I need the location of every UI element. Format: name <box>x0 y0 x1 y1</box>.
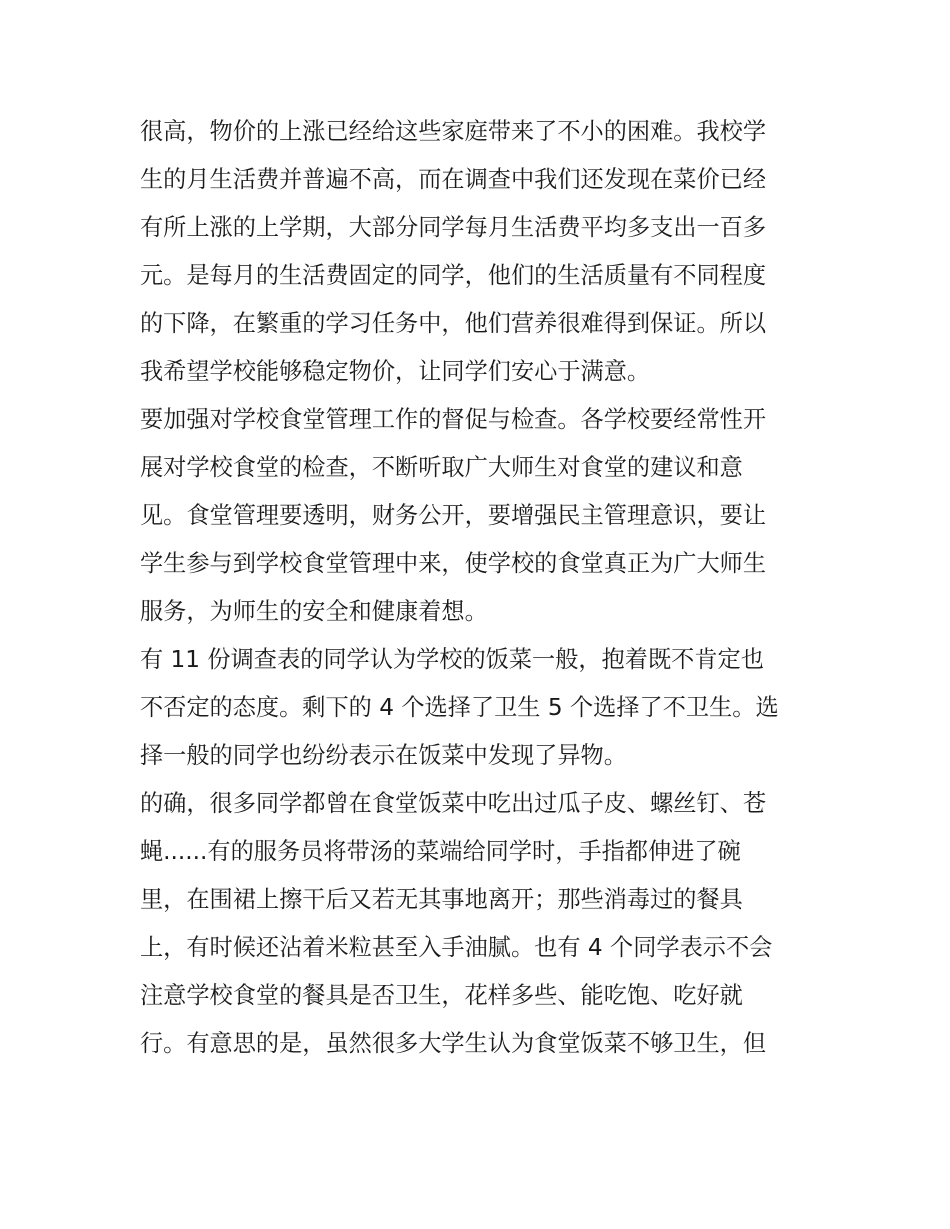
text-line: 学生参与到学校食堂管理中来，使学校的食堂真正为广大师生 <box>140 550 767 577</box>
text-line: 服务，为师生的安全和健康着想。 <box>140 598 488 625</box>
text-line: 有所上涨的上学期，大部分同学每月生活费平均多支出一百多 <box>140 214 767 241</box>
text-line: 很高，物价的上涨已经给这些家庭带来了不小的困难。我校学 <box>140 118 767 145</box>
text-line: 生的月生活费并普遍不高，而在调查中我们还发现在菜价已经 <box>140 166 767 193</box>
text-line: 有 11 份调查表的同学认为学校的饭菜一般，抱着既不肯定也 <box>140 646 764 673</box>
document-body <box>140 108 820 1068</box>
text-line: 元。是每月的生活费固定的同学，他们的生活质量有不同程度 <box>140 262 767 289</box>
text-line: 蝇......有的服务员将带汤的菜端给同学时，手指都伸进了碗 <box>140 838 741 865</box>
text-line: 行。有意思的是，虽然很多大学生认为食堂饭菜不够卫生，但 <box>140 1030 767 1057</box>
text-line: 见。食堂管理要透明，财务公开，要增强民主管理意识，要让 <box>140 502 767 529</box>
text-line: 展对学校食堂的检查，不断听取广大师生对食堂的建议和意 <box>140 454 743 481</box>
text-line: 要加强对学校食堂管理工作的督促与检查。各学校要经常性开 <box>140 406 767 433</box>
text-line: 的确，很多同学都曾在食堂饭菜中吃出过瓜子皮、螺丝钉、苍 <box>140 790 767 817</box>
text-line: 注意学校食堂的餐具是否卫生，花样多些、能吃饱、吃好就 <box>140 982 743 1009</box>
paragraph-canteen-management <box>140 396 820 636</box>
paragraph-hygiene-issues <box>140 780 820 1068</box>
paragraph-price-rise <box>140 108 820 396</box>
paragraph-survey-results <box>140 636 820 780</box>
text-line: 我希望学校能够稳定物价，让同学们安心于满意。 <box>140 358 651 385</box>
text-line: 的下降，在繁重的学习任务中，他们营养很难得到保证。所以 <box>140 310 767 337</box>
text-line: 上，有时候还沾着米粒甚至入手油腻。也有 4 个同学表示不会 <box>140 934 773 961</box>
text-line: 里，在围裙上擦干后又若无其事地离开；那些消毒过的餐具 <box>140 886 743 913</box>
text-line: 择一般的同学也纷纷表示在饭菜中发现了异物。 <box>140 742 627 769</box>
text-line: 不否定的态度。剩下的 4 个选择了卫生 5 个选择了不卫生。选 <box>140 694 779 721</box>
